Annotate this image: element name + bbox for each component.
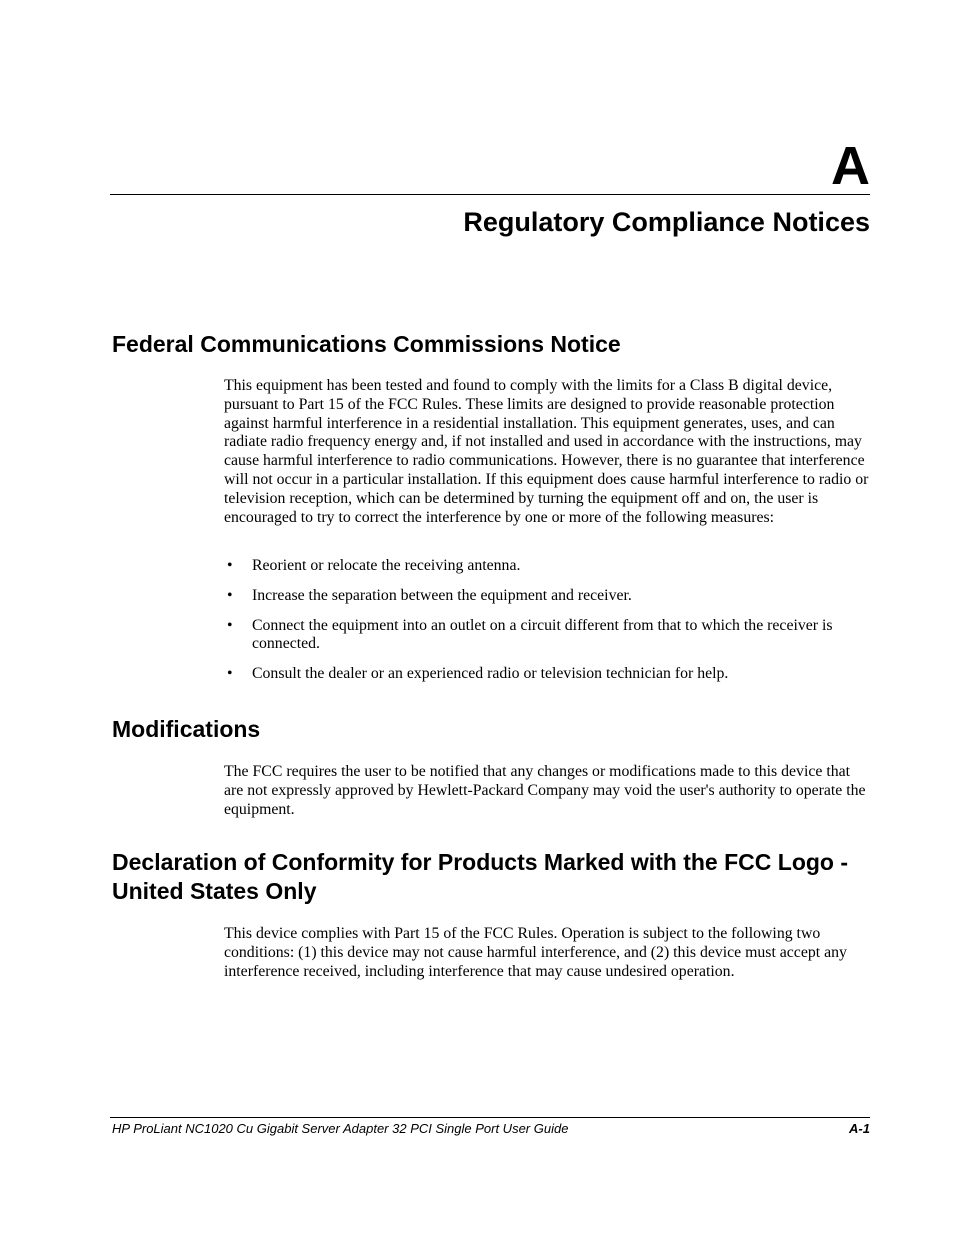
section-heading-modifications: Modifications	[112, 716, 261, 742]
footer-page-number: A-1	[849, 1121, 870, 1136]
chapter-letter: A	[831, 136, 870, 196]
list-item-text: Connect the equipment into an outlet on a circuit different from that to which the receiver is connected.	[252, 616, 833, 653]
section-paragraph-declaration: This device complies with Part 15 of the FCC Rules. Operation is subject to the following two conditions: (1) this device may not cause harmful interference, and (2) this device must accept any interference received, including interference that may cause undesired operation.	[224, 925, 847, 980]
bullet-icon: •	[227, 586, 233, 604]
chapter-rule	[110, 194, 870, 195]
list-item	[224, 617, 872, 655]
list-item	[224, 665, 872, 684]
bullet-icon: •	[227, 665, 233, 683]
list-item	[224, 587, 872, 606]
chapter-title: Regulatory Compliance Notices	[463, 207, 870, 237]
section-paragraph-modifications: The FCC requires the user to be notified that any changes or modifications made to this device that are not expressly approved by Hewlett-Packard Company may void the user's authority to operate the equipment.	[224, 763, 866, 818]
section-paragraph-fcc-notice: This equipment has been tested and found to comply with the limits for a Class B digital device, pursuant to Part 15 of the FCC Rules. These limits are designed to provide reasonable protection against harmful interference in a residential installation. This equipment generates, uses, and can radiate radio frequency energy and, if not installed and used in accordance with the instructions, may cause harmful interference to radio communications. However, there is no guarantee that interference will not occur in a particular installation. If this equipment does cause harmful interference to radio or television reception, which can be determined by turning the equipment off and on, the user is encouraged to try to correct the interference by one or more of the following measures:	[224, 377, 869, 526]
bullet-icon: •	[227, 616, 233, 634]
list-item-text: Increase the separation between the equipment and receiver.	[252, 586, 632, 604]
measures-list	[224, 557, 872, 695]
footer-document-title: HP ProLiant NC1020 Cu Gigabit Server Adapter 32 PCI Single Port User Guide	[112, 1121, 569, 1136]
footer-rule	[110, 1117, 870, 1118]
bullet-icon: •	[227, 557, 233, 574]
list-item	[224, 557, 872, 576]
section-heading-fcc-notice: Federal Communications Commissions Notice	[112, 331, 621, 357]
list-item-text: Consult the dealer or an experienced radio or television technician for help.	[252, 665, 729, 683]
list-item-text: Reorient or relocate the receiving antenna.	[252, 557, 521, 574]
section-heading-declaration: Declaration of Conformity for Products Marked with the FCC Logo - United States Only	[112, 849, 849, 904]
